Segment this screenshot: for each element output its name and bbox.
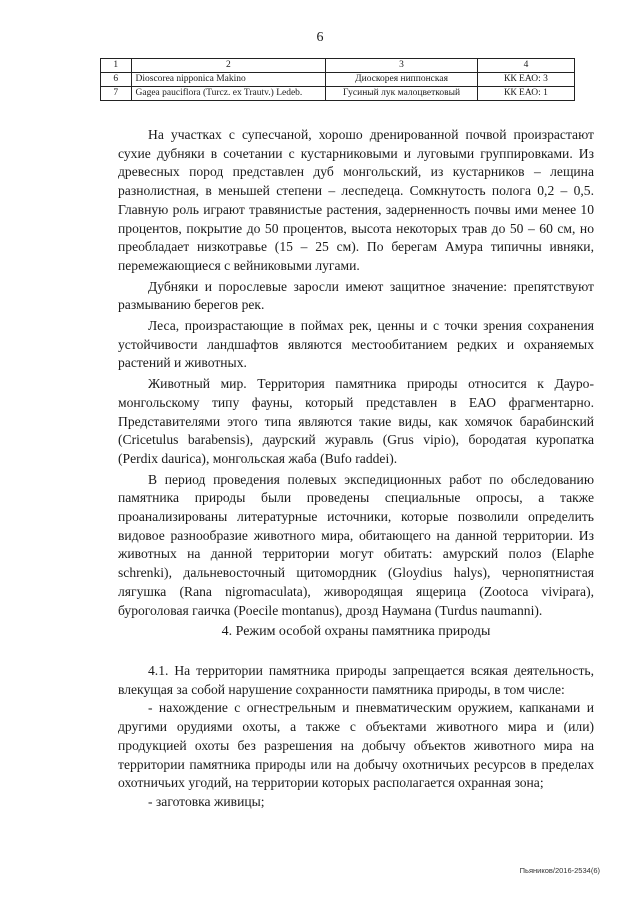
species-table [100,58,575,101]
paragraph-floodplain-forests: Леса, произрастающие в поймах рек, ценны и с точки зрения сохранения устойчивости ландшафтов являются местообитанием редких и охраняемых растений и животных. [118,318,594,371]
header-col-3: 3 [326,59,478,73]
section-text [118,662,594,812]
latin-name: Dioscorea nipponica Makino [131,73,326,87]
paragraph-survey: В период проведения полевых экспедиционных работ по обследованию памятника природы были проведены специальные опросы, а также проанализированы литературные источники, которые позволили определить видовое разнообразие животного мира, обитающего на данной территории. Из животных на данной территории могут обитать: амурский полоз (Elaphe schrenki), дальневосточный щитомордник (Gloydius halys), чернопятнистая лягушка (Rana nigromaculata), живородящая ящерица (Zootoca vivipara), буроголовая гаичка (Poecile montanus), дрозд Наумана (Turdus naumanni). [118,471,594,618]
russian-name: Гусиный лук малоцветковый [326,87,478,101]
russian-name: Диоскорея ниппонская [326,73,478,87]
clause-item-hunting: - нахождение с огнестрельным и пневматическим оружием, капканами и другими орудиями охоты, а также с объектами животного мира и (или) продукцией охоты без разрешения на добычу объектов животного мира на территории памятника природы или на добычу охотничьих ресурсов в пределах охотничьих угодий, на территории которых располагается охранная зона; [118,700,594,791]
row-number: 7 [101,87,132,101]
body-text [118,126,594,620]
red-book-status: КК ЕАО: 3 [477,73,574,87]
header-col-4: 4 [477,59,574,73]
paragraph-oak-protection: Дубняки и порослевые заросли имеют защитное значение: препятствуют размыванию берегов рек. [118,278,594,313]
clause-item-resin: - заготовка живицы; [148,793,265,809]
section-heading: 4. Режим особой охраны памятника природы [221,624,491,639]
clause-4-1: 4.1. На территории памятника природы запрещается всякая деятельность, влекущая за собой нарушение сохранности памятника природы, в том числе: [118,663,594,697]
page-number: 6 [316,30,324,45]
row-number: 6 [101,73,132,87]
latin-name: Gagea pauciflora (Turcz. ex Trautv.) Ledeb. [131,87,326,101]
header-col-1: 1 [101,59,132,73]
table-row [101,73,575,87]
table-row [101,87,575,101]
header-col-2: 2 [131,59,326,73]
red-book-status: КК ЕАО: 1 [477,87,574,101]
document-footer-code: Пьяников/2016-2534(6) [519,866,600,875]
paragraph-vegetation: На участках с супесчаной, хорошо дренированной почвой произрастают сухие дубняки в сочетании с кустарниковыми и луговыми группировками. Из древесных пород представлен дуб монгольский, из кустарников – лещина разнолистная, в меньшей степени – леспедеца. Сомкнутость полога 0,2 – 0,5. Главную роль играют травянистые растения, задерненность почвы ими менее 10 процентов, покрытие до 50 процентов, высота некоторых трав до 50 – 60 см, но преобладает низкотравье (15 – 25 см). По берегам Амура типичны ивняки, перемежающиеся с вейниковыми лугами. [118,127,594,273]
paragraph-fauna: Животный мир. Территория памятника природы относится к Дауро-монгольскому типу фауны, который представлен в ЕАО фрагментарно. Представителями этого типа являются такие виды, как хомячок барабинский (Cricetulus barabensis), даурский журавль (Grus vipio), бородатая куропатка (Perdix daurica), монгольская жаба (Bufo raddei). [118,376,594,466]
table-header-row [101,59,575,73]
